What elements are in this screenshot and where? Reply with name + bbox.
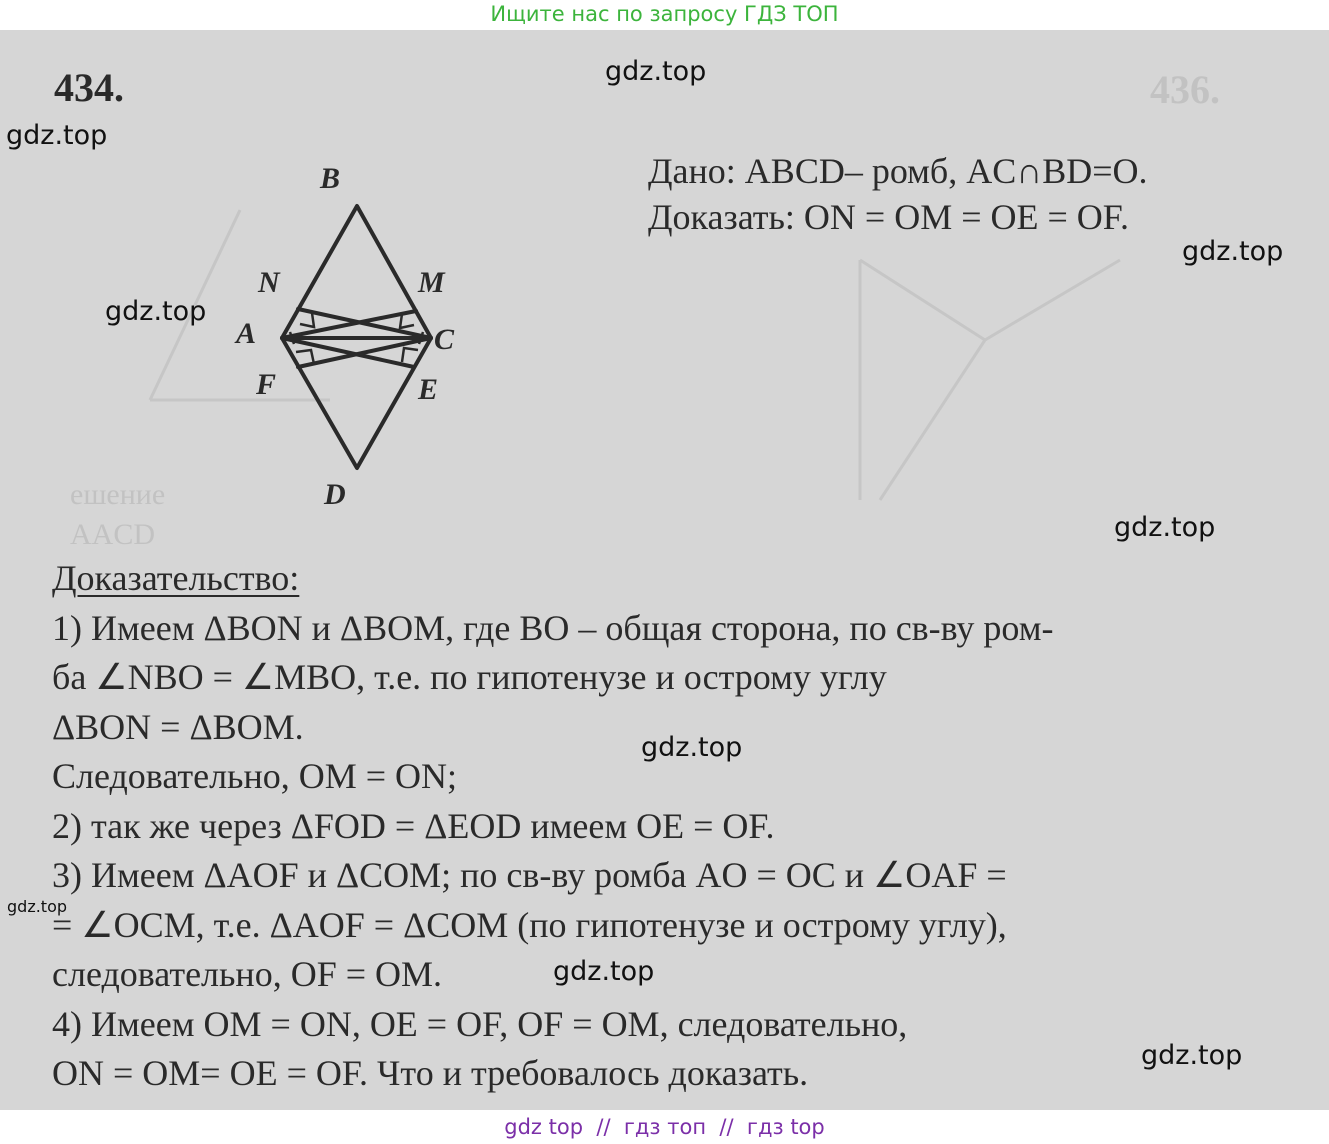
prove-statement: Доказать: ON = OM = OE = OF. (648, 197, 1129, 237)
proof-line: ΔBON = ΔBOM. (52, 706, 304, 747)
right-angle-mark-n (300, 313, 314, 327)
proof-line: следовательно, OF = OM. (52, 954, 443, 994)
proof-block (52, 554, 1292, 1099)
top-banner-text: Ищите нас по запросу ГДЗ ТОП (490, 2, 839, 26)
watermark: gdz.top (553, 956, 655, 987)
watermark: gdz.top (1141, 1040, 1243, 1071)
watermark: gdz.top (1182, 236, 1284, 267)
proof-line: ба ∠NBO = ∠MBO, т.е. по гипотенузе и острому углу (52, 657, 887, 697)
proof-line: ON = OM= OE = OF. Что и требовалось доказать. (52, 1053, 809, 1093)
watermark: gdz.top (605, 56, 707, 87)
watermark: gdz.top (7, 897, 68, 916)
bottom-banner-text: gdz top // гдз топ // гдз top (504, 1115, 825, 1139)
right-angle-mark-e (402, 348, 418, 362)
segment-ae (282, 338, 414, 367)
scanned-page (0, 30, 1329, 1110)
label-n: N (258, 266, 280, 299)
segment-cf (298, 338, 431, 367)
top-banner (0, 0, 1329, 30)
right-angle-mark-m (400, 314, 414, 328)
proof-line: 4) Имеем OM = ON, OE = OF, OF = OM, следовательно, (52, 1003, 908, 1044)
label-d: D (324, 478, 346, 511)
proof-line: = ∠OCM, т.е. ΔAOF = ΔCOM (по гипотенузе и острому углу), (52, 904, 1007, 945)
label-a: A (236, 317, 257, 350)
label-m: M (418, 266, 445, 299)
given-statement: Дано: ABCD– ромб, AC∩BD=O. (648, 151, 1148, 191)
proof-line: 1) Имеем ΔBON и ΔBOM, где BO – общая сторона, по св-ву ром- (52, 607, 1054, 648)
watermark: gdz.top (6, 120, 108, 151)
bleed-through-number: 436. (1150, 67, 1220, 112)
label-f: F (256, 368, 277, 401)
proof-line: Следовательно, OM = ON; (52, 756, 458, 796)
watermark: gdz.top (1114, 512, 1216, 543)
given-block (648, 148, 1148, 240)
label-b: B (320, 165, 341, 195)
watermark: gdz.top (641, 732, 743, 763)
bleed-through-text: ешение AACD (70, 478, 166, 551)
proof-heading: Доказательство: (52, 558, 300, 598)
label-c: C (434, 323, 455, 356)
bottom-banner (0, 1110, 1329, 1144)
watermark: gdz.top (105, 296, 207, 327)
right-angle-mark-f (296, 350, 314, 364)
rhombus-figure (220, 165, 500, 525)
proof-line: 3) Имеем ΔAOF и ΔCOM; по св-ву ромба AO = OC и ∠OAF = (52, 855, 1007, 895)
proof-line: 2) так же через ΔFOD = ΔEOD имеем OE = OF. (52, 805, 775, 846)
problem-number: 434. (54, 65, 124, 110)
label-e: E (418, 373, 439, 406)
